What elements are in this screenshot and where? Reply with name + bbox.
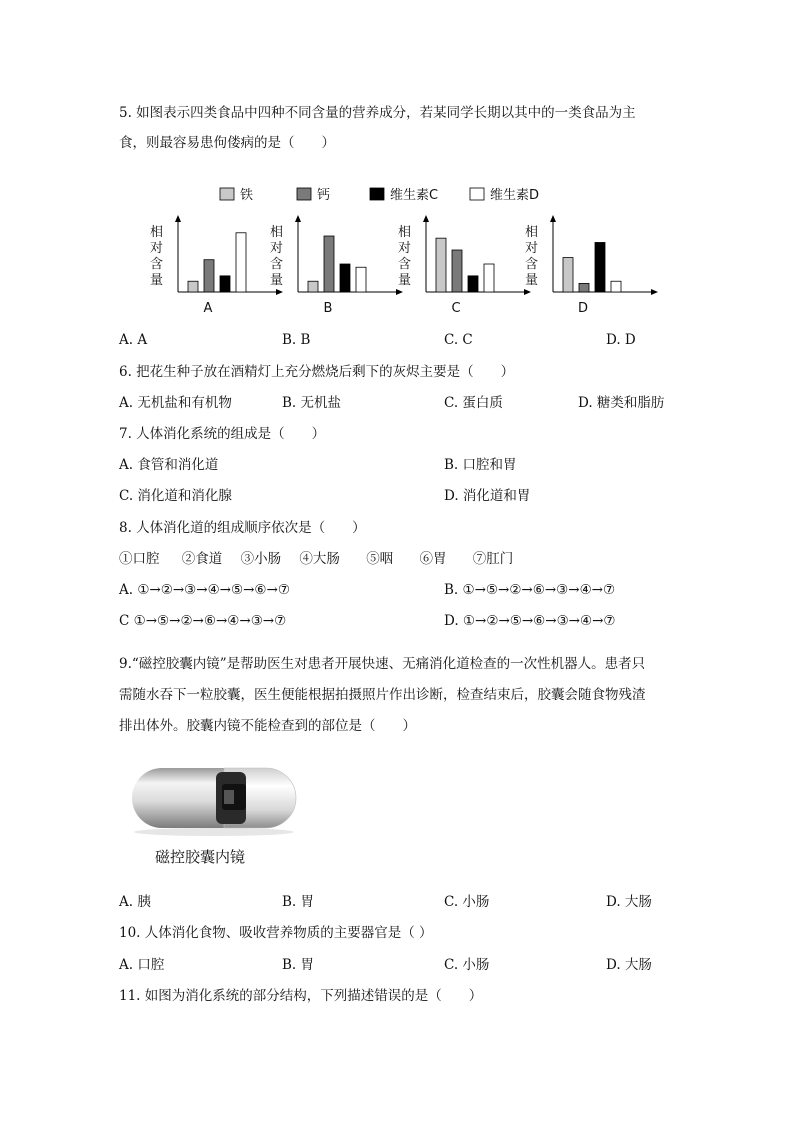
q5-option-b[interactable]: B. B: [282, 332, 311, 348]
bar-C-1: [436, 238, 446, 292]
y-axis-label-A-2: 对: [150, 241, 164, 256]
q10-option-a[interactable]: A. 口腔: [119, 957, 165, 973]
group-label-A: A: [203, 301, 213, 316]
q10-option-d[interactable]: D. 大肠: [606, 957, 652, 973]
group-label-D: D: [577, 301, 589, 316]
bar-C-4: [484, 264, 494, 292]
q6-option-a[interactable]: A. 无机盐和有机物: [119, 395, 232, 411]
y-axis-label-C-1: 相: [398, 225, 412, 240]
y-axis-label-B-1: 相: [270, 225, 284, 240]
bar-D-1: [563, 258, 573, 292]
q7-option-b[interactable]: B. 口腔和胃: [444, 457, 517, 473]
q8-option-d[interactable]: D. ①→②→⑤→⑥→③→④→⑦: [444, 613, 616, 629]
y-axis-label-B-2: 对: [270, 241, 284, 256]
legend-swatch-4: [470, 188, 484, 200]
y-axis-arrow-C: [423, 215, 429, 222]
legend-label-3: 维生素C: [390, 188, 439, 203]
x-axis-arrow-B: [396, 289, 403, 295]
bar-A-4: [236, 233, 246, 292]
q8-item-7: ⑦肛门: [472, 551, 514, 567]
y-axis-label-D-3: 含: [525, 257, 539, 272]
y-axis-label-A-1: 相: [150, 225, 164, 240]
bar-B-2: [324, 236, 334, 292]
q8-option-a[interactable]: A. ①→②→③→④→⑤→⑥→⑦: [119, 582, 290, 598]
q8-item-5: ⑤咽: [366, 551, 394, 567]
q6-option-c[interactable]: C. 蛋白质: [444, 395, 503, 411]
legend-label-4: 维生素D: [490, 188, 540, 203]
bar-D-4: [611, 281, 621, 292]
q6-option-d[interactable]: D. 糖类和脂肪: [578, 395, 665, 411]
q5-option-d[interactable]: D. D: [606, 332, 636, 348]
y-axis-label-B-4: 量: [270, 273, 284, 288]
y-axis-arrow-D: [550, 215, 556, 222]
y-axis-label-A-4: 量: [150, 273, 164, 288]
q9-option-a[interactable]: A. 胰: [119, 894, 151, 910]
q8-item-list: [119, 549, 513, 569]
bar-A-2: [204, 260, 214, 292]
chart-legend: [220, 187, 539, 203]
bar-D-2: [579, 283, 589, 292]
legend-swatch-3: [370, 188, 384, 200]
y-axis-label-C-4: 量: [398, 273, 412, 288]
y-axis-label-C-2: 对: [398, 241, 412, 256]
q8-option-b[interactable]: B. ①→⑤→②→⑥→③→④→⑦: [444, 582, 616, 598]
legend-swatch-2: [297, 188, 311, 200]
x-axis-arrow-A: [276, 289, 283, 295]
group-label-C: C: [451, 301, 461, 316]
q8-item-3: ③小肠: [240, 551, 282, 567]
bar-B-4: [356, 267, 366, 292]
q10-option-c[interactable]: C. 小肠: [444, 957, 490, 973]
nutrient-bar-chart: [140, 178, 660, 318]
q9-stem-line2: 需随水吞下一粒胶囊，医生便能根据拍摄照片作出诊断，检查结束后，胶囊会随食物残渣: [119, 687, 646, 703]
q9-option-b[interactable]: B. 胃: [282, 894, 315, 910]
q6-stem: 6. 把花生种子放在酒精灯上充分燃烧后剩下的灰烬主要是（ ）: [119, 364, 515, 380]
q8-item-2: ②食道: [181, 551, 223, 567]
x-axis-arrow-C: [524, 289, 531, 295]
bar-B-3: [340, 264, 350, 292]
y-axis-label-A-3: 含: [150, 257, 164, 272]
q7-option-a[interactable]: A. 食管和消化道: [119, 457, 219, 473]
q10-stem: 10. 人体消化食物、吸收营养物质的主要器官是（ ）: [119, 925, 433, 941]
x-axis-arrow-D: [651, 289, 658, 295]
q11-stem: 11. 如图为消化系统的部分结构，下列描述错误的是（ ）: [119, 988, 483, 1004]
q9-option-d[interactable]: D. 大肠: [606, 894, 652, 910]
bar-A-3: [220, 276, 230, 292]
y-axis-label-C-3: 含: [398, 257, 412, 272]
bar-C-2: [452, 250, 462, 292]
capsule-endoscope-image: [126, 760, 302, 836]
group-label-B: B: [323, 301, 333, 316]
q7-option-c[interactable]: C. 消化道和消化腺: [119, 488, 232, 504]
y-axis-label-D-2: 对: [525, 241, 539, 256]
q5-option-a[interactable]: A. A: [119, 332, 148, 348]
q8-item-1: ①口腔: [119, 551, 160, 567]
capsule-caption: 磁控胶囊内镜: [155, 848, 246, 866]
q10-option-b[interactable]: B. 胃: [282, 957, 315, 973]
bar-B-1: [308, 281, 318, 292]
q7-stem: 7. 人体消化系统的组成是（ ）: [119, 426, 326, 442]
legend-label-2: 钙: [317, 188, 331, 203]
q5-stem-line1: 5. 如图表示四类食品中四种不同含量的营养成分，若某同学长期以其中的一类食品为主: [119, 105, 636, 121]
y-axis-label-B-3: 含: [270, 257, 284, 272]
q8-option-c[interactable]: C ①→⑤→②→⑥→④→③→⑦: [119, 613, 287, 629]
q9-stem-line3: 排出体外。胶囊内镜不能检查到的部位是（ ）: [119, 718, 416, 734]
q8-item-6: ⑥胃: [419, 551, 447, 567]
legend-label-1: 铁: [240, 188, 254, 203]
bar-C-3: [468, 276, 478, 292]
bar-A-1: [188, 281, 198, 292]
legend-swatch-1: [220, 188, 234, 200]
bar-D-3: [595, 242, 605, 292]
q5-option-c[interactable]: C. C: [444, 332, 473, 348]
q8-item-4: ④大肠: [299, 551, 340, 567]
y-axis-arrow-A: [175, 215, 181, 222]
y-axis-label-D-1: 相: [525, 225, 539, 240]
q7-option-d[interactable]: D. 消化道和胃: [444, 488, 531, 504]
q8-stem: 8. 人体消化道的组成顺序依次是（ ）: [119, 520, 366, 536]
q9-stem-line1: 9.“磁控胶囊内镜”是帮助医生对患者开展快速、无痛消化道检查的一次性机器人。患者只: [119, 656, 646, 672]
q9-option-c[interactable]: C. 小肠: [444, 894, 490, 910]
q5-stem-line2: 食，则最容易患佝偻病的是（ ）: [119, 135, 335, 151]
q6-option-b[interactable]: B. 无机盐: [282, 395, 342, 411]
y-axis-arrow-B: [295, 215, 301, 222]
chart-panels: [150, 215, 658, 316]
y-axis-label-D-4: 量: [525, 273, 539, 288]
